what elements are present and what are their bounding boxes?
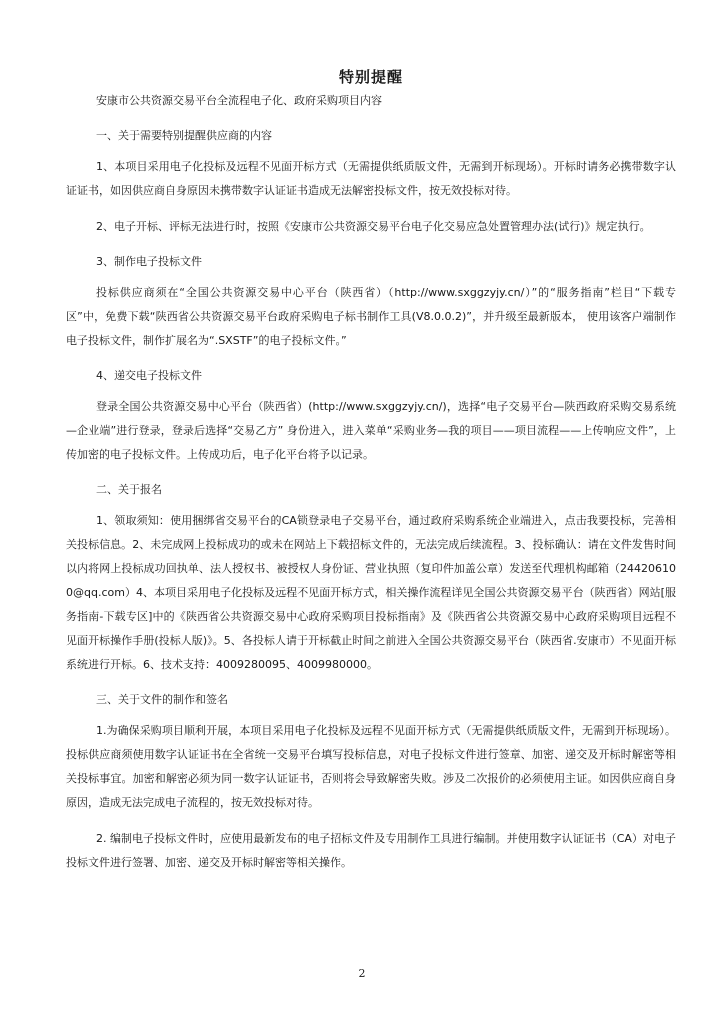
section-1-paragraph-4: 登录全国公共资源交易中心平台（陕西省）(http://www.sxggzyjy.cn/)，选择“电子交易平台—陕西政府采购交易系统—企业端”进行登录，登录后选择“交易乙方” 身份进入，进入菜单“采购业务—我的项目——项目流程——上传响应文件”，上传加密的电子投标文件。上传成功后，电子化平台将予以记录。 [66, 400, 676, 461]
page-number: 2 [358, 967, 366, 980]
section-1-paragraph-2: 2、电子开标、评标无法进行时，按照《安康市公共资源交易平台电子化交易应急处置管理办法(试行)》规定执行。 [96, 220, 651, 233]
page-title: 特别提醒 [338, 68, 403, 86]
section-3-heading: 三、关于文件的制作和签名 [96, 693, 228, 706]
section-1-paragraph-1: 1、本项目采用电子化投标及远程不见面开标方式（无需提供纸质版文件，无需到开标现场）。开标时请务必携带数字认证证书，如因供应商自身原因未携带数字认证证书造成无法解密投标文件，按无效投标对待。 [66, 160, 676, 197]
section-2-heading: 二、关于报名 [96, 483, 162, 496]
section-1-subheading-4: 4、递交电子投标文件 [96, 369, 202, 382]
section-3-paragraph-1: 1.为确保采购项目顺利开展，本项目采用电子化投标及远程不见面开标方式（无需提供纸质版文件，无需到开标现场）。投标供应商须使用数字认证证书在全省统一交易平台填写投标信息，对电子投标文件进行签章、加密、递交及开标时解密等相关投标事宜。加密和解密必须为同一数字认证证书，否则将会导致解密失败。涉及二次报价的必须使用主证。如因供应商自身原因，造成无法完成电子流程的，按无效投标对待。 [66, 724, 676, 809]
section-1-heading: 一、关于需要特别提醒供应商的内容 [96, 129, 272, 142]
section-1-subheading-3: 3、制作电子投标文件 [96, 255, 202, 268]
section-3-paragraph-2: 2. 编制电子投标文件时，应使用最新发布的电子招标文件及专用制作工具进行编制。并使用数字认证证书（CA）对电子投标文件进行签署、加密、递交及开标时解密等相关操作。 [66, 832, 676, 869]
document-subtitle: 安康市公共资源交易平台全流程电子化、政府采购项目内容 [96, 94, 382, 107]
section-2-paragraph-1: 1、领取须知：使用捆绑省交易平台的CA锁登录电子交易平台，通过政府采购系统企业端进入，点击我要投标，完善相关投标信息。2、未完成网上投标成功的或未在网站上下载招标文件的，无法完成后续流程。3、投标确认：请在文件发售时间以内将网上投标成功回执单、法人授权书、被授权人身份证、营业执照（复印件加盖公章）发送至代理机构邮箱（244206100@qq.com）4、本项目采用电子化投标及远程不见面开标方式，相关操作流程详见全国公共资源交易平台（陕西省）网站[服务指南-下载专区]中的《陕西省公共资源交易中心政府采购项目投标指南》及《陕西省公共资源交易中心政府采购项目远程不见面开标操作手册(投标人版)》。5、各投标人请于开标截止时间之前进入全国公共资源交易平台（陕西省.安康市）不见面开标系统进行开标。6、技术支持：4009280095、4009980000。 [66, 514, 676, 671]
section-1-paragraph-3: 投标供应商须在“全国公共资源交易中心平台（陕西省）（http://www.sxggzyjy.cn/）”的“服务指南”栏目“下载专区”中，免费下载“陕西省公共资源交易平台政府采购电子标书制作工具(V8.0.0.2)”，并升级至最新版本， 使用该客户端制作电子投标文件，制作扩展名为“.SXSTF”的电子投标文件。” [66, 286, 676, 347]
